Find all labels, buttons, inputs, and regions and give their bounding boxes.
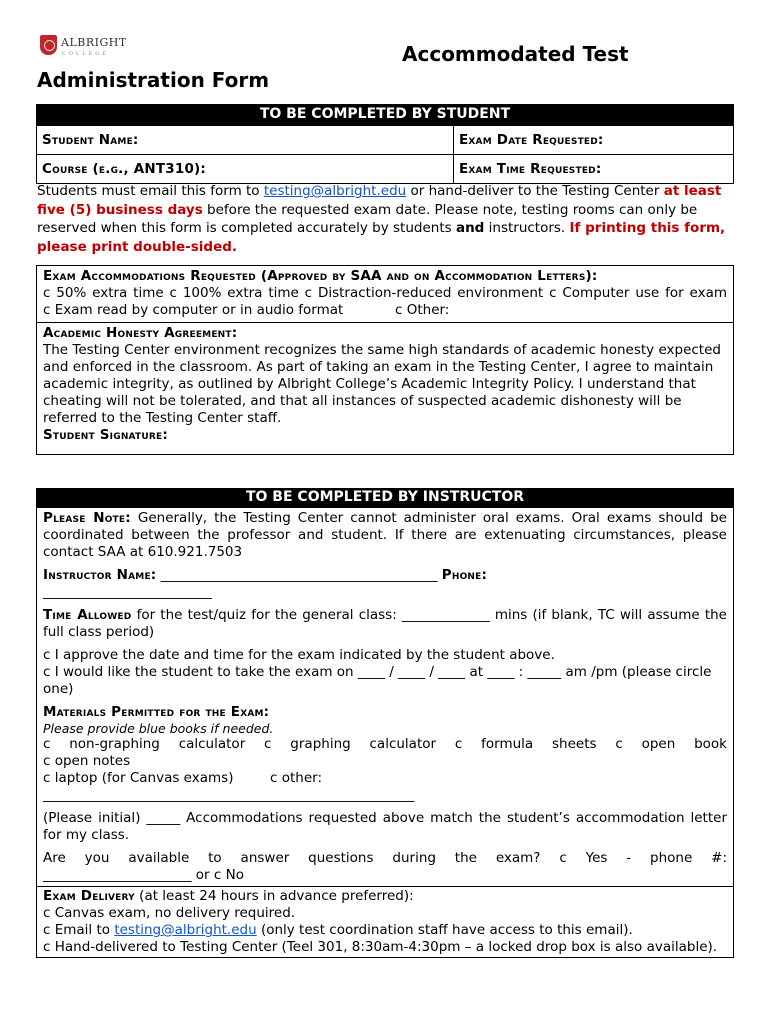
- approve-option[interactable]: c I approve the date and time for the exam indicated by the student above.: [43, 647, 555, 663]
- initial-statement[interactable]: (Please initial) _____ Accommodations requested above match the student’s accommodation letter for my class.: [43, 810, 727, 843]
- accommodation-options[interactable]: c 50% extra time c 100% extra time c Distraction-reduced environment c Computer use for exam: [43, 285, 727, 301]
- student-name-field[interactable]: Student Name:: [37, 126, 454, 154]
- phone-label: Phone:: [441, 567, 488, 583]
- time-allowed-text: for the test/quiz for the general class: _____________ mins (if blank, TC will assume the full class period): [43, 607, 727, 640]
- time-allowed-label: Time Allowed: [43, 607, 132, 623]
- other-option[interactable]: c Other:: [395, 302, 450, 318]
- logo-name: ALBRIGHT: [61, 36, 127, 49]
- student-row-1: [37, 125, 733, 154]
- delivery-email-post: (only test coordination staff have access to this email).: [256, 922, 633, 938]
- instructions-text-4: instructors.: [484, 220, 570, 236]
- page-title-line2: Administration Form: [37, 68, 270, 92]
- delivery-email-option[interactable]: [43, 922, 727, 939]
- exam-date-field[interactable]: Exam Date Requested:: [459, 132, 604, 148]
- delivery-hand-option[interactable]: c Hand-delivered to Testing Center (Teel 301, 8:30am-4:30pm – a locked drop box is also available).: [43, 939, 718, 955]
- instructor-section: [36, 488, 734, 958]
- instructions-text-3: before the requested exam date. Please note, testing rooms can only be reserved when this form is completed accurately by students: [37, 201, 698, 236]
- phone-blank[interactable]: _________________________: [43, 584, 212, 600]
- shield-icon: [40, 35, 57, 55]
- accommodation-options-2: [43, 302, 727, 319]
- submission-instructions: [37, 182, 735, 256]
- exam-time-field[interactable]: Exam Time Requested:: [459, 161, 602, 177]
- logo-sub: COLLEGE: [62, 51, 109, 57]
- page-title-line1: Accommodated Test: [402, 42, 629, 66]
- instructor-name-blank[interactable]: _________________________________________: [156, 567, 442, 583]
- materials-options[interactable]: c non-graphing calculator c graphing calculator c formula sheets c open book: [43, 736, 727, 752]
- print-warning: If printing this form, please print double-sided.: [37, 220, 726, 255]
- delivery-note: (at least 24 hours in advance preferred):: [134, 888, 414, 904]
- other-material-blank[interactable]: _______________________________________________________: [43, 787, 415, 803]
- availability-answer[interactable]: ______________________ or c No: [43, 867, 244, 883]
- availability-question[interactable]: Are you available to answer questions during the exam? c Yes - phone #:: [43, 850, 727, 866]
- delivery-email-pre: c Email to: [43, 922, 115, 938]
- materials-row-3: [43, 770, 727, 787]
- time-allowed[interactable]: [43, 607, 727, 641]
- instructions-text-2: or hand-deliver to the Testing Center: [406, 183, 664, 199]
- honesty-text: The Testing Center environment recognizes the same high standards of academic honesty expected and enforced in the classroom. As part of taking an exam in the Testing Center, I agree to maintain academic integrity, as outlined by Albright College’s Academic Integrity Policy. I understand that cheating will not be tolerated, and that all instances of suspected academic dishonesty will be referred to the Testing Center staff.: [43, 342, 721, 426]
- instructor-section-header: TO BE COMPLETED BY INSTRUCTOR: [37, 488, 733, 508]
- open-notes-option[interactable]: c open notes: [43, 753, 131, 769]
- materials-note: Please provide blue books if needed.: [43, 721, 274, 736]
- instructor-name-label: Instructor Name:: [43, 567, 157, 583]
- deadline-warning: at least five (5) business days: [37, 183, 722, 218]
- please-note-label: Please Note:: [43, 510, 131, 526]
- instructions-and: and: [455, 220, 485, 236]
- accommodations-box: [36, 265, 734, 455]
- delivery-email-link[interactable]: testing@albright.edu: [114, 922, 257, 938]
- please-note: [43, 510, 727, 561]
- student-section-header: TO BE COMPLETED BY STUDENT: [37, 105, 733, 125]
- course-field[interactable]: Course (e.g., ANT310):: [37, 155, 454, 183]
- please-note-text: Generally, the Testing Center cannot administer oral exams. Oral exams should be coordinated between the professor and student. If there are extenuating circumstances, please contact SAA at 610.921.7503: [43, 510, 727, 560]
- prefer-option[interactable]: c I would like the student to take the exam on ____ / ____ / ____ at ____ : _____ am /pm (please circle one): [43, 664, 712, 697]
- honesty-heading: Academic Honesty Agreement:: [43, 325, 238, 341]
- delivery-canvas-option[interactable]: c Canvas exam, no delivery required.: [43, 905, 296, 921]
- student-row-2: [37, 154, 733, 183]
- testing-email-link[interactable]: testing@albright.edu: [263, 183, 407, 199]
- delivery-heading-row: [43, 888, 727, 905]
- student-signature-field[interactable]: Student Signature:: [43, 427, 168, 443]
- delivery-heading: Exam Delivery: [43, 888, 135, 904]
- student-section: [36, 104, 734, 184]
- read-by-computer-option[interactable]: c Exam read by computer or in audio format: [43, 302, 344, 318]
- accommodations-heading: Exam Accommodations Requested (Approved by SAA and on Accommodation Letters):: [43, 268, 598, 284]
- instructions-text-1: Students must email this form to: [37, 183, 264, 199]
- materials-heading: Materials Permitted for the Exam:: [43, 704, 270, 720]
- other-material-option[interactable]: c other:: [270, 770, 322, 786]
- laptop-option[interactable]: c laptop (for Canvas exams): [43, 770, 234, 786]
- albright-logo: [40, 34, 130, 56]
- instructor-name-row[interactable]: [43, 567, 727, 584]
